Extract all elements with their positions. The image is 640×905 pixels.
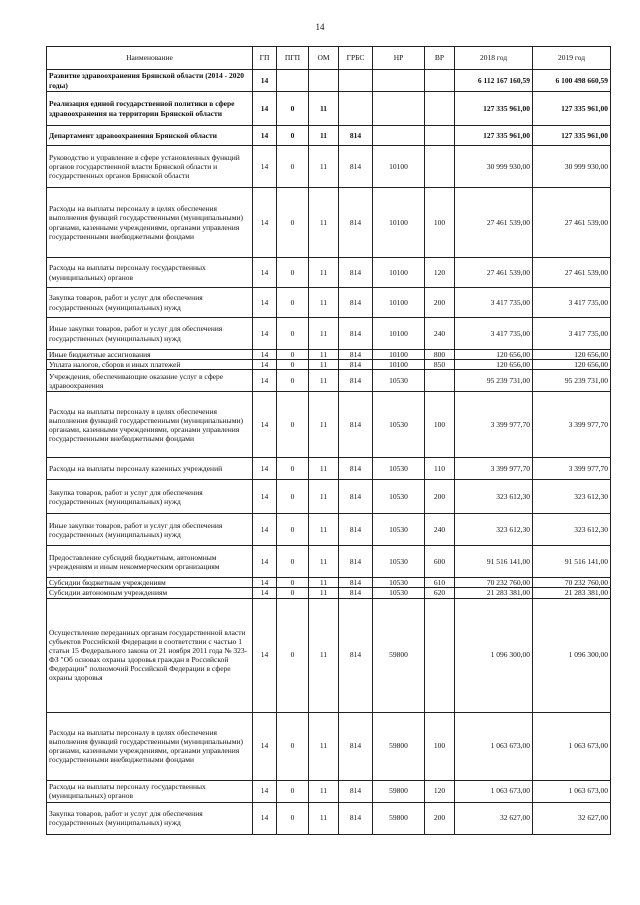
- cell-name: Расходы на выплаты персоналу государственных (муниципальных) органов: [47, 258, 253, 288]
- cell-vr: 100: [425, 712, 455, 780]
- cell-vr: 620: [425, 588, 455, 598]
- column-header-nr: НР: [373, 47, 425, 70]
- cell-grbs: 814: [339, 458, 373, 480]
- cell-nr: 10530: [373, 458, 425, 480]
- cell-y2019: 70 232 760,00: [533, 578, 611, 588]
- cell-vr: 100: [425, 392, 455, 458]
- cell-pgp: 0: [277, 546, 309, 578]
- cell-gp: 14: [253, 802, 277, 834]
- cell-gp: 14: [253, 780, 277, 802]
- cell-y2019: 120 656,00: [533, 360, 611, 370]
- cell-grbs: 814: [339, 780, 373, 802]
- cell-pgp: 0: [277, 258, 309, 288]
- cell-y2019: 1 063 673,00: [533, 780, 611, 802]
- cell-y2018: 91 516 141,00: [455, 546, 533, 578]
- cell-name: Иные закупки товаров, работ и услуг для обеспечения государственных (муниципальных) нужд: [47, 318, 253, 350]
- cell-grbs: [339, 92, 373, 126]
- table-row: [47, 92, 611, 126]
- cell-pgp: 0: [277, 588, 309, 598]
- cell-nr: 10100: [373, 288, 425, 318]
- cell-om: [309, 70, 339, 92]
- cell-name: Реализация единой государственной политики в сфере здравоохранения на территории Брянской области: [47, 92, 253, 126]
- cell-nr: 10100: [373, 258, 425, 288]
- cell-grbs: 814: [339, 588, 373, 598]
- cell-y2019: 6 100 498 660,59: [533, 70, 611, 92]
- cell-y2019: 1 063 673,00: [533, 712, 611, 780]
- cell-pgp: 0: [277, 578, 309, 588]
- cell-y2019: 32 627,00: [533, 802, 611, 834]
- cell-om: 11: [309, 126, 339, 146]
- cell-om: 11: [309, 350, 339, 360]
- table-row: [47, 288, 611, 318]
- cell-nr: [373, 70, 425, 92]
- cell-name: Закупка товаров, работ и услуг для обеспечения государственных (муниципальных) нужд: [47, 480, 253, 514]
- cell-om: 11: [309, 458, 339, 480]
- cell-om: 11: [309, 480, 339, 514]
- cell-y2019: 323 612,30: [533, 514, 611, 546]
- cell-grbs: 814: [339, 802, 373, 834]
- cell-name: Закупка товаров, работ и услуг для обеспечения государственных (муниципальных) нужд: [47, 288, 253, 318]
- cell-pgp: 0: [277, 370, 309, 392]
- cell-y2018: 127 335 961,00: [455, 92, 533, 126]
- cell-om: 11: [309, 546, 339, 578]
- cell-pgp: 0: [277, 598, 309, 712]
- cell-y2018: 3 417 735,00: [455, 288, 533, 318]
- cell-y2018: 127 335 961,00: [455, 126, 533, 146]
- cell-nr: 59800: [373, 780, 425, 802]
- cell-om: 11: [309, 288, 339, 318]
- cell-vr: 100: [425, 188, 455, 258]
- column-header-om: ОМ: [309, 47, 339, 70]
- cell-y2018: 1 063 673,00: [455, 780, 533, 802]
- cell-y2018: 30 999 930,00: [455, 146, 533, 188]
- cell-om: 11: [309, 370, 339, 392]
- cell-nr: 10100: [373, 318, 425, 350]
- table-row: [47, 360, 611, 370]
- cell-grbs: 814: [339, 350, 373, 360]
- cell-name: Учреждения, обеспечивающие оказание услуг в сфере здравоохранения: [47, 370, 253, 392]
- cell-gp: 14: [253, 370, 277, 392]
- cell-vr: 240: [425, 514, 455, 546]
- cell-grbs: 814: [339, 258, 373, 288]
- cell-y2018: 3 417 735,00: [455, 318, 533, 350]
- cell-grbs: 814: [339, 514, 373, 546]
- cell-nr: 10530: [373, 578, 425, 588]
- cell-gp: 14: [253, 514, 277, 546]
- cell-y2019: 95 239 731,00: [533, 370, 611, 392]
- cell-grbs: 814: [339, 318, 373, 350]
- table-row: [47, 370, 611, 392]
- cell-om: 11: [309, 598, 339, 712]
- table-row: [47, 70, 611, 92]
- cell-grbs: 814: [339, 146, 373, 188]
- table-row: [47, 318, 611, 350]
- cell-y2018: 1 096 300,00: [455, 598, 533, 712]
- cell-pgp: 0: [277, 802, 309, 834]
- cell-grbs: 814: [339, 188, 373, 258]
- cell-pgp: 0: [277, 288, 309, 318]
- cell-om: 11: [309, 780, 339, 802]
- cell-name: Расходы на выплаты персоналу в целях обеспечения выполнения функций государственными (муниципальными) органами, казенными учреждениями, органами управления государственными внебюджетными фондами: [47, 392, 253, 458]
- cell-om: 11: [309, 588, 339, 598]
- cell-nr: 59800: [373, 802, 425, 834]
- cell-name: Расходы на выплаты персоналу в целях обеспечения выполнения функций государственными (муниципальными) органами, казенными учреждениями, органами управления государственными внебюджетными фондами: [47, 188, 253, 258]
- table-row: [47, 392, 611, 458]
- cell-y2018: 1 063 673,00: [455, 712, 533, 780]
- cell-grbs: 814: [339, 288, 373, 318]
- cell-nr: 10530: [373, 392, 425, 458]
- cell-y2019: 127 335 961,00: [533, 92, 611, 126]
- cell-pgp: 0: [277, 146, 309, 188]
- column-header-2019: 2019 год: [533, 47, 611, 70]
- cell-pgp: 0: [277, 350, 309, 360]
- cell-y2018: 27 461 539,00: [455, 258, 533, 288]
- cell-nr: 10100: [373, 350, 425, 360]
- cell-gp: 14: [253, 598, 277, 712]
- cell-pgp: 0: [277, 514, 309, 546]
- cell-grbs: 814: [339, 392, 373, 458]
- cell-y2019: 1 096 300,00: [533, 598, 611, 712]
- cell-gp: 14: [253, 350, 277, 360]
- cell-gp: 14: [253, 70, 277, 92]
- cell-om: 11: [309, 318, 339, 350]
- table-row: [47, 588, 611, 598]
- table-body: [47, 70, 611, 835]
- table-row: [47, 188, 611, 258]
- table-row: [47, 712, 611, 780]
- cell-y2018: 3 399 977,70: [455, 458, 533, 480]
- cell-grbs: 814: [339, 712, 373, 780]
- cell-om: 11: [309, 92, 339, 126]
- cell-y2018: 120 656,00: [455, 360, 533, 370]
- cell-vr: 240: [425, 318, 455, 350]
- table-row: [47, 598, 611, 712]
- cell-vr: 110: [425, 458, 455, 480]
- cell-name: Расходы на выплаты персоналу в целях обеспечения выполнения функций государственными (муниципальными) органами, казенными учреждениями, органами управления государственными внебюджетными фондами: [47, 712, 253, 780]
- cell-om: 11: [309, 188, 339, 258]
- table-row: [47, 258, 611, 288]
- cell-y2019: 3 399 977,70: [533, 458, 611, 480]
- table-row: [47, 514, 611, 546]
- cell-name: Руководство и управление в сфере установленных функций органов государственной власти Брянской области и государственных органов Брянской области: [47, 146, 253, 188]
- cell-gp: 14: [253, 188, 277, 258]
- cell-name: Развитие здравоохранения Брянской области (2014 - 2020 годы): [47, 70, 253, 92]
- cell-gp: 14: [253, 392, 277, 458]
- cell-om: 11: [309, 802, 339, 834]
- cell-om: 11: [309, 392, 339, 458]
- cell-y2018: 32 627,00: [455, 802, 533, 834]
- table-row: [47, 578, 611, 588]
- cell-gp: 14: [253, 480, 277, 514]
- cell-y2019: 27 461 539,00: [533, 258, 611, 288]
- cell-pgp: 0: [277, 92, 309, 126]
- cell-grbs: 814: [339, 578, 373, 588]
- cell-pgp: 0: [277, 480, 309, 514]
- cell-vr: 200: [425, 480, 455, 514]
- table-row: [47, 780, 611, 802]
- cell-gp: 14: [253, 458, 277, 480]
- cell-om: 11: [309, 514, 339, 546]
- cell-vr: [425, 146, 455, 188]
- cell-vr: [425, 92, 455, 126]
- budget-table: [46, 46, 611, 835]
- cell-grbs: 814: [339, 480, 373, 514]
- table-row: [47, 126, 611, 146]
- cell-y2019: 323 612,30: [533, 480, 611, 514]
- cell-pgp: 0: [277, 458, 309, 480]
- cell-gp: 14: [253, 126, 277, 146]
- cell-y2019: 27 461 539,00: [533, 188, 611, 258]
- cell-nr: 10530: [373, 370, 425, 392]
- column-header-2018: 2018 год: [455, 47, 533, 70]
- cell-nr: 10100: [373, 360, 425, 370]
- cell-y2019: 127 335 961,00: [533, 126, 611, 146]
- cell-vr: 800: [425, 350, 455, 360]
- cell-grbs: 814: [339, 370, 373, 392]
- cell-y2018: 70 232 760,00: [455, 578, 533, 588]
- cell-pgp: 0: [277, 360, 309, 370]
- cell-grbs: 814: [339, 126, 373, 146]
- cell-nr: [373, 92, 425, 126]
- column-header-gp: ГП: [253, 47, 277, 70]
- cell-vr: 120: [425, 780, 455, 802]
- cell-pgp: 0: [277, 318, 309, 350]
- cell-gp: 14: [253, 318, 277, 350]
- table-row: [47, 458, 611, 480]
- cell-nr: 10530: [373, 480, 425, 514]
- cell-name: Субсидии бюджетным учреждениям: [47, 578, 253, 588]
- page-number: 14: [315, 22, 325, 32]
- cell-name: Закупка товаров, работ и услуг для обеспечения государственных (муниципальных) нужд: [47, 802, 253, 834]
- cell-y2019: 21 283 381,00: [533, 588, 611, 598]
- cell-gp: 14: [253, 360, 277, 370]
- cell-nr: 10530: [373, 546, 425, 578]
- cell-name: Уплата налогов, сборов и иных платежей: [47, 360, 253, 370]
- column-header-pgp: ПГП: [277, 47, 309, 70]
- cell-vr: 200: [425, 802, 455, 834]
- table-row: [47, 546, 611, 578]
- column-header-vr: ВР: [425, 47, 455, 70]
- cell-pgp: 0: [277, 392, 309, 458]
- cell-gp: 14: [253, 588, 277, 598]
- cell-name: Иные бюджетные ассигнования: [47, 350, 253, 360]
- table-header-row: [47, 47, 611, 70]
- cell-name: Иные закупки товаров, работ и услуг для обеспечения государственных (муниципальных) нужд: [47, 514, 253, 546]
- cell-gp: 14: [253, 146, 277, 188]
- cell-gp: 14: [253, 258, 277, 288]
- table-row: [47, 480, 611, 514]
- cell-y2019: 3 399 977,70: [533, 392, 611, 458]
- cell-y2018: 3 399 977,70: [455, 392, 533, 458]
- cell-name: Осуществление переданных органам государственной власти субъектов Российской Федерации в соответствии с частью 1 статьи 15 Федерального закона от 21 ноября 2011 года № 323-ФЗ "Об основах охраны здоровья граждан в Российской Федерации" полномочий Российской Федерации в сфере охраны здоровья: [47, 598, 253, 712]
- cell-name: Субсидии автономным учреждениям: [47, 588, 253, 598]
- cell-vr: [425, 70, 455, 92]
- cell-vr: 200: [425, 288, 455, 318]
- cell-y2018: 6 112 167 160,59: [455, 70, 533, 92]
- cell-vr: 120: [425, 258, 455, 288]
- cell-y2019: 91 516 141,00: [533, 546, 611, 578]
- cell-name: Департамент здравоохранения Брянской области: [47, 126, 253, 146]
- cell-gp: 14: [253, 288, 277, 318]
- cell-nr: 10530: [373, 514, 425, 546]
- column-header-name: Наименование: [47, 47, 253, 70]
- cell-om: 11: [309, 146, 339, 188]
- cell-om: 11: [309, 258, 339, 288]
- cell-pgp: 0: [277, 188, 309, 258]
- cell-name: Предоставление субсидий бюджетным, автономным учреждениям и иным некоммерческим организациям: [47, 546, 253, 578]
- cell-y2018: 323 612,30: [455, 480, 533, 514]
- cell-vr: [425, 598, 455, 712]
- cell-y2018: 95 239 731,00: [455, 370, 533, 392]
- table-row: [47, 146, 611, 188]
- cell-gp: 14: [253, 546, 277, 578]
- cell-gp: 14: [253, 92, 277, 126]
- cell-y2019: 3 417 735,00: [533, 318, 611, 350]
- cell-y2019: 30 999 930,00: [533, 146, 611, 188]
- cell-pgp: 0: [277, 712, 309, 780]
- cell-pgp: 0: [277, 126, 309, 146]
- cell-name: Расходы на выплаты персоналу казенных учреждений: [47, 458, 253, 480]
- cell-nr: 10100: [373, 188, 425, 258]
- cell-nr: 59800: [373, 598, 425, 712]
- cell-vr: [425, 370, 455, 392]
- cell-om: 11: [309, 360, 339, 370]
- cell-pgp: [277, 70, 309, 92]
- cell-nr: 10530: [373, 588, 425, 598]
- cell-y2018: 120 656,00: [455, 350, 533, 360]
- cell-vr: [425, 126, 455, 146]
- cell-gp: 14: [253, 578, 277, 588]
- cell-gp: 14: [253, 712, 277, 780]
- cell-y2018: 323 612,30: [455, 514, 533, 546]
- cell-nr: 59800: [373, 712, 425, 780]
- cell-nr: [373, 126, 425, 146]
- column-header-grbs: ГРБС: [339, 47, 373, 70]
- cell-vr: 610: [425, 578, 455, 588]
- cell-grbs: [339, 70, 373, 92]
- cell-y2018: 27 461 539,00: [455, 188, 533, 258]
- cell-y2019: 120 656,00: [533, 350, 611, 360]
- cell-pgp: 0: [277, 780, 309, 802]
- table-row: [47, 350, 611, 360]
- cell-vr: 850: [425, 360, 455, 370]
- cell-nr: 10100: [373, 146, 425, 188]
- cell-y2019: 3 417 735,00: [533, 288, 611, 318]
- cell-y2018: 21 283 381,00: [455, 588, 533, 598]
- cell-grbs: 814: [339, 360, 373, 370]
- cell-om: 11: [309, 712, 339, 780]
- cell-name: Расходы на выплаты персоналу государственных (муниципальных) органов: [47, 780, 253, 802]
- cell-om: 11: [309, 578, 339, 588]
- cell-grbs: 814: [339, 546, 373, 578]
- cell-vr: 600: [425, 546, 455, 578]
- table-row: [47, 802, 611, 834]
- cell-grbs: 814: [339, 598, 373, 712]
